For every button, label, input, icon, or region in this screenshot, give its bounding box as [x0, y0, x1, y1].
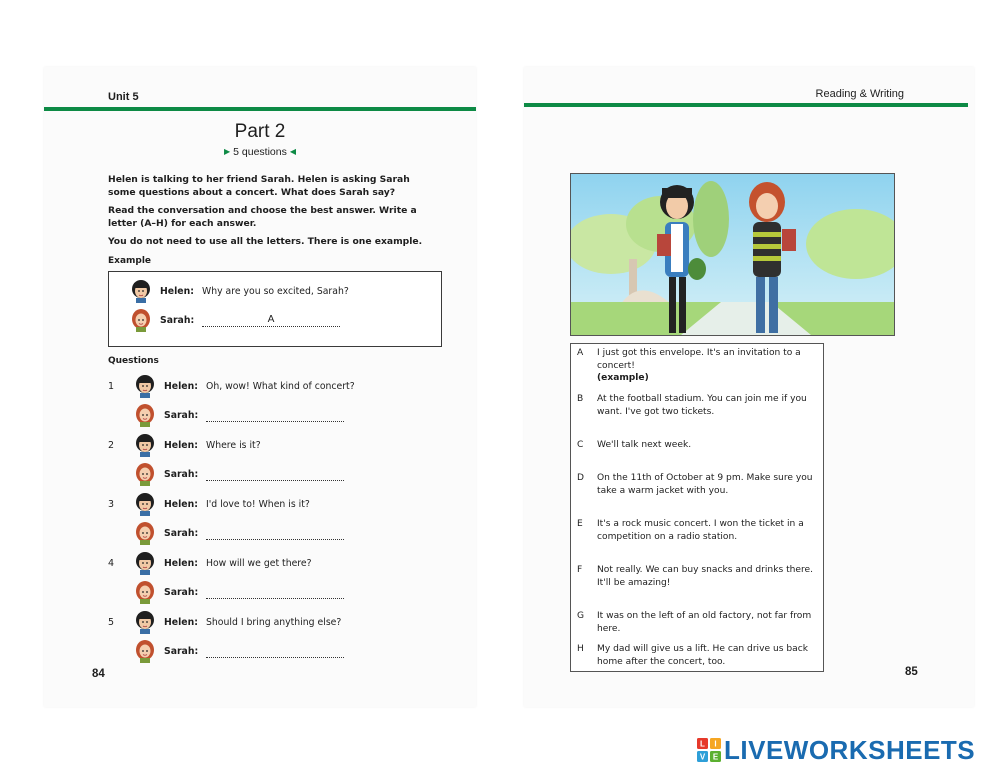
helen-label: Helen: [160, 285, 194, 297]
sarah-label: Sarah: [164, 468, 199, 480]
question-number: 2 [108, 439, 115, 451]
question-2-sarah-row [134, 461, 344, 487]
helen-line: Oh, wow! What kind of concert? [206, 380, 355, 392]
helen-avatar-icon [134, 433, 156, 457]
girls-walking-illustration [571, 174, 894, 335]
option-letter: B [577, 394, 584, 404]
example-sarah-row [130, 307, 340, 333]
instruction-1: Helen is talking to her friend Sarah. Helen is asking Sarah some questions about a concert. What does Sarah say? [108, 174, 410, 198]
right-page [524, 67, 974, 707]
sarah-label: Sarah: [164, 645, 199, 657]
option-letter: D [577, 473, 585, 483]
question-5-helen-row [108, 609, 341, 635]
option-a-text: I just got this envelope. It's an invitation to a concert! [597, 348, 801, 371]
sarah-avatar-icon [134, 639, 156, 663]
helen-avatar-icon [134, 610, 156, 634]
page-number-left: 84 [92, 668, 105, 680]
helen-label: Helen: [164, 616, 198, 628]
helen-avatar-icon [130, 279, 152, 303]
answer-option-c[interactable] [571, 439, 823, 453]
option-text: It's a rock music concert. I won the ticket in a competition on a radio station. [597, 519, 804, 542]
sarah-avatar-icon [134, 462, 156, 486]
helen-label: Helen: [164, 380, 198, 392]
left-page [44, 67, 476, 707]
sarah-avatar-icon [130, 308, 152, 332]
part-title: Part 2 [234, 121, 286, 142]
instruction-3: You do not need to use all the letters. There is one example. [108, 236, 423, 247]
option-letter: C [577, 440, 584, 450]
sarah-label: Sarah: [160, 314, 195, 326]
option-text: We'll talk next week. [597, 440, 692, 450]
header-rule [524, 103, 968, 107]
section-header: Reading & Writing [815, 88, 904, 100]
option-letter: F [577, 565, 583, 575]
logo-letter-v: V [699, 752, 706, 762]
option-letter: G [577, 611, 585, 621]
option-text: It was on the left of an old factory, not far from here. [597, 611, 812, 634]
option-letter: E [577, 519, 583, 529]
question-3-sarah-row [134, 520, 344, 546]
answer-4-field[interactable] [206, 586, 344, 599]
sarah-avatar-icon [134, 580, 156, 604]
instructions [108, 174, 428, 255]
answer-1-field[interactable] [206, 409, 344, 422]
question-5-sarah-row [134, 638, 344, 664]
answer-option-b[interactable] [571, 393, 823, 419]
question-number: 5 [108, 616, 115, 628]
example-heading: Example [108, 256, 152, 266]
answer-option-a[interactable] [571, 347, 823, 383]
question-4-helen-row [108, 550, 312, 576]
option-letter: A [577, 348, 584, 358]
sarah-label: Sarah: [164, 586, 199, 598]
liveworksheets-logo-text: LIVEWORKSHEETS [724, 734, 976, 765]
questions-heading: Questions [108, 356, 159, 366]
logo-letter-e: E [712, 752, 719, 762]
instruction-2: Read the conversation and choose the best answer. Write a letter (A–H) for each answer. [108, 205, 417, 229]
subtitle-text: 5 questions [233, 146, 287, 158]
sarah-label: Sarah: [164, 527, 199, 539]
answer-option-h[interactable] [571, 643, 823, 669]
helen-line: Why are you so excited, Sarah? [202, 285, 349, 297]
liveworksheets-logo [697, 735, 975, 765]
answer-2-field[interactable] [206, 468, 344, 481]
answer-option-d[interactable] [571, 472, 823, 498]
question-number: 1 [108, 380, 115, 392]
helen-avatar-icon [134, 551, 156, 575]
option-text: At the football stadium. You can join me if you want. I've got two tickets. [597, 394, 807, 417]
sarah-avatar-icon [134, 521, 156, 545]
helen-line: How will we get there? [206, 557, 312, 569]
unit-label: Unit 5 [108, 91, 139, 103]
question-number: 4 [108, 557, 115, 569]
logo-letter-l: L [700, 739, 705, 749]
option-text: On the 11th of October at 9 pm. Make sure you take a warm jacket with you. [597, 473, 813, 496]
helen-line: I'd love to! When is it? [206, 498, 310, 510]
option-text: Not really. We can buy snacks and drinks there. It'll be amazing! [597, 565, 814, 588]
question-2-helen-row [108, 432, 261, 458]
answer-options-box [570, 343, 824, 672]
liveworksheets-logo-icon [697, 738, 721, 762]
question-1-helen-row [108, 373, 355, 399]
example-answer-field: A [202, 314, 340, 327]
header-rule [44, 107, 476, 111]
question-number: 3 [108, 498, 115, 510]
answer-option-e[interactable] [571, 518, 823, 544]
answer-5-field[interactable] [206, 645, 344, 658]
option-text: My dad will give us a lift. He can drive us back home after the concert, too. [597, 644, 808, 667]
illustration-image [570, 173, 895, 336]
logo-letter-i: I [714, 739, 717, 749]
helen-avatar-icon [134, 374, 156, 398]
option-letter: H [577, 644, 584, 654]
example-helen-row [130, 278, 349, 304]
question-4-sarah-row [134, 579, 344, 605]
triangle-left-icon: ◀ [289, 147, 297, 156]
helen-label: Helen: [164, 439, 198, 451]
answer-option-f[interactable] [571, 564, 823, 590]
helen-label: Helen: [164, 557, 198, 569]
triangle-right-icon: ▶ [223, 147, 231, 156]
helen-label: Helen: [164, 498, 198, 510]
option-text [597, 347, 817, 385]
question-3-helen-row [108, 491, 310, 517]
helen-avatar-icon [134, 492, 156, 516]
example-note: (example) [597, 373, 649, 383]
answer-option-g[interactable] [571, 610, 823, 634]
sarah-avatar-icon [134, 403, 156, 427]
page-number-right: 85 [905, 666, 918, 678]
part-subtitle [44, 146, 476, 158]
answer-3-field[interactable] [206, 527, 344, 540]
helen-line: Should I bring anything else? [206, 616, 342, 628]
sarah-label: Sarah: [164, 409, 199, 421]
helen-line: Where is it? [206, 439, 261, 451]
question-1-sarah-row [134, 402, 344, 428]
